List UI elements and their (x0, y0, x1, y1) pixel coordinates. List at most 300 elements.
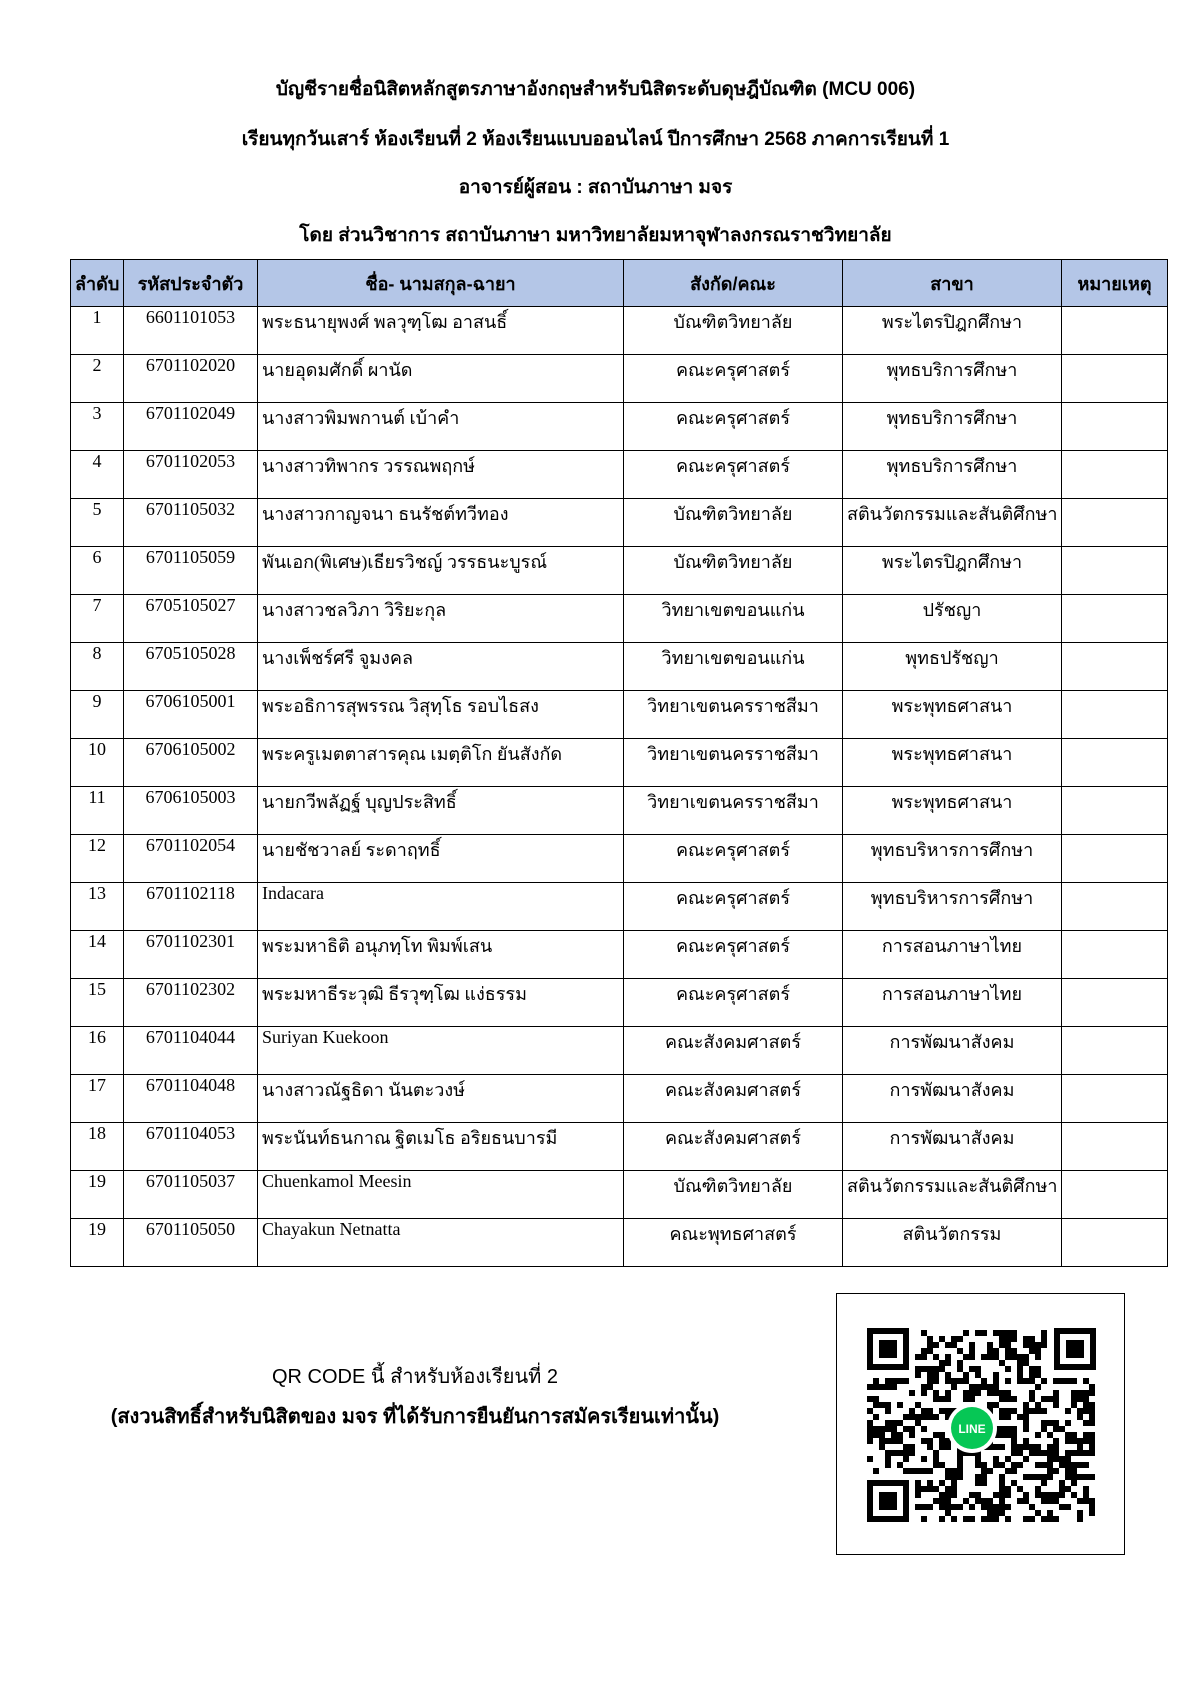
qr-module (933, 1486, 939, 1492)
faculty: คณะสังคมศาสตร์ (624, 1123, 843, 1171)
qr-module (1029, 1516, 1035, 1522)
qr-module (921, 1390, 927, 1396)
qr-module (1029, 1396, 1035, 1402)
qr-module (1029, 1444, 1035, 1450)
qr-module (1005, 1432, 1011, 1438)
faculty: วิทยาเขตขอนแก่น (624, 643, 843, 691)
qr-module (873, 1426, 879, 1432)
qr-module (1059, 1378, 1065, 1384)
qr-module (921, 1354, 927, 1360)
qr-module (867, 1396, 873, 1402)
class-schedule: เรียนทุกวันเสาร์ ห้องเรียนที่ 2 ห้องเรียนแบบออนไลน์ ปีการศึกษา 2568 ภาคการเรียนที่ 1 (241, 129, 950, 150)
faculty: วิทยาเขตนครราชสีมา (624, 691, 843, 739)
major: การสอนภาษาไทย (843, 979, 1062, 1027)
qr-module (1047, 1456, 1053, 1462)
qr-module (885, 1426, 891, 1432)
table-row (71, 1219, 1168, 1267)
major: พุทธบริหารการศึกษา (843, 835, 1062, 883)
qr-module (1041, 1330, 1047, 1336)
qr-module (963, 1498, 969, 1504)
qr-module (999, 1414, 1005, 1420)
qr-module (963, 1396, 969, 1402)
faculty: คณะพุทธศาสตร์ (624, 1219, 843, 1267)
qr-module (1005, 1336, 1011, 1342)
qr-module (885, 1378, 891, 1384)
qr-module (1005, 1504, 1011, 1510)
qr-module (993, 1444, 999, 1450)
qr-module (1047, 1468, 1053, 1474)
qr-module (1071, 1480, 1077, 1486)
qr-module (945, 1378, 951, 1384)
note (1062, 355, 1168, 403)
row-number: 19 (71, 1171, 124, 1219)
qr-module (1077, 1438, 1083, 1444)
qr-module (1047, 1498, 1053, 1504)
major: พุทธบริหารการศึกษา (843, 883, 1062, 931)
qr-module (1053, 1450, 1059, 1456)
qr-module (1035, 1450, 1041, 1456)
qr-module (909, 1444, 915, 1450)
student-name: พระมหาธีระวุฒิ ธีรวุฑฺโฒ แง่ธรรม (258, 979, 624, 1027)
document-title: บัญชีรายชื่อนิสิตหลักสูตรภาษาอังกฤษสำหรับนิสิตระดับดุษฎีบัณฑิต (MCU 006) (275, 79, 916, 100)
qr-module (1017, 1360, 1023, 1366)
qr-module (1029, 1372, 1035, 1378)
qr-module (903, 1450, 909, 1456)
qr-module (915, 1486, 921, 1492)
qr-module (1083, 1408, 1089, 1414)
qr-module (927, 1504, 933, 1510)
qr-module (879, 1426, 885, 1432)
qr-module (891, 1432, 897, 1438)
table-row (71, 1123, 1168, 1171)
qr-module (1047, 1396, 1053, 1402)
row-number: 1 (71, 307, 124, 355)
qr-module (945, 1342, 951, 1348)
qr-module (981, 1498, 987, 1504)
qr-module (951, 1486, 957, 1492)
qr-module (885, 1384, 891, 1390)
qr-module (981, 1480, 987, 1486)
qr-module (1047, 1420, 1053, 1426)
qr-module (915, 1354, 921, 1360)
qr-module (1017, 1450, 1023, 1456)
qr-module (939, 1366, 945, 1372)
qr-module (963, 1330, 969, 1336)
qr-module (981, 1504, 987, 1510)
qr-module (1083, 1378, 1089, 1384)
faculty: คณะครุศาสตร์ (624, 979, 843, 1027)
qr-module (987, 1504, 993, 1510)
qr-module (945, 1498, 951, 1504)
qr-module (867, 1420, 873, 1426)
qr-module (1041, 1462, 1047, 1468)
qr-module (1029, 1342, 1035, 1348)
qr-module (903, 1426, 909, 1432)
faculty: คณะครุศาสตร์ (624, 835, 843, 883)
qr-module (969, 1504, 975, 1510)
qr-module (1011, 1408, 1017, 1414)
qr-module (993, 1462, 999, 1468)
qr-module (1005, 1408, 1011, 1414)
table-row (71, 355, 1168, 403)
qr-module (873, 1414, 879, 1420)
table-row (71, 979, 1168, 1027)
qr-module (1047, 1450, 1053, 1456)
qr-module (1077, 1498, 1083, 1504)
qr-module (921, 1330, 927, 1336)
note (1062, 403, 1168, 451)
major: พระพุทธศาสนา (843, 691, 1062, 739)
qr-module (885, 1402, 891, 1408)
qr-module (945, 1372, 951, 1378)
line-logo-text: LINE (958, 1422, 986, 1436)
qr-module (1011, 1450, 1017, 1456)
qr-restriction-note: (สงวนสิทธิ์สำหรับนิสิตของ มจร ที่ได้รับการยืนยันการสมัครเรียนเท่านั้น) (110, 1406, 720, 1428)
qr-module (1071, 1462, 1077, 1468)
qr-module (999, 1510, 1005, 1516)
major: การพัฒนาสังคม (843, 1027, 1062, 1075)
row-number: 13 (71, 883, 124, 931)
qr-module (945, 1408, 951, 1414)
qr-module (1035, 1342, 1041, 1348)
qr-module (921, 1456, 927, 1462)
qr-module (1071, 1432, 1077, 1438)
qr-module (957, 1456, 963, 1462)
qr-module (951, 1384, 957, 1390)
qr-module (999, 1492, 1005, 1498)
faculty: คณะสังคมศาสตร์ (624, 1027, 843, 1075)
qr-module (1005, 1492, 1011, 1498)
qr-module (1029, 1408, 1035, 1414)
qr-module (1017, 1444, 1023, 1450)
table-row (71, 691, 1168, 739)
qr-module (1065, 1468, 1071, 1474)
qr-module (921, 1414, 927, 1420)
qr-finder-top-left (867, 1328, 909, 1370)
qr-module (1077, 1516, 1083, 1522)
qr-module (957, 1348, 963, 1354)
qr-module (1047, 1444, 1053, 1450)
qr-module (909, 1414, 915, 1420)
row-number: 16 (71, 1027, 124, 1075)
qr-module (927, 1384, 933, 1390)
qr-module (915, 1468, 921, 1474)
qr-module (927, 1348, 933, 1354)
qr-module (903, 1456, 909, 1462)
qr-module (987, 1402, 993, 1408)
row-number: 5 (71, 499, 124, 547)
qr-module (1065, 1474, 1071, 1480)
qr-module (1089, 1504, 1095, 1510)
qr-module (1071, 1468, 1077, 1474)
qr-module (1011, 1468, 1017, 1474)
qr-module (927, 1408, 933, 1414)
qr-module (1053, 1468, 1059, 1474)
qr-module (1089, 1444, 1095, 1450)
qr-module (1047, 1432, 1053, 1438)
qr-module (981, 1474, 987, 1480)
qr-module (1023, 1402, 1029, 1408)
column-header-student-id: รหัสประจำตัว (124, 260, 258, 307)
table-row (71, 1075, 1168, 1123)
qr-module (1011, 1426, 1017, 1432)
table-row (71, 547, 1168, 595)
qr-module (921, 1366, 927, 1372)
qr-module (1011, 1330, 1017, 1336)
qr-module (927, 1444, 933, 1450)
qr-module (945, 1504, 951, 1510)
qr-code[interactable] (867, 1328, 1096, 1522)
qr-module (1017, 1354, 1023, 1360)
qr-module (1071, 1438, 1077, 1444)
qr-module (1077, 1474, 1083, 1480)
qr-module (915, 1414, 921, 1420)
qr-module (1059, 1486, 1065, 1492)
qr-module (921, 1516, 927, 1522)
qr-module (1005, 1342, 1011, 1348)
qr-module (1071, 1450, 1077, 1456)
qr-module (1053, 1396, 1059, 1402)
qr-module (957, 1504, 963, 1510)
qr-module (879, 1402, 885, 1408)
qr-module (999, 1342, 1005, 1348)
qr-module (1059, 1426, 1065, 1432)
qr-module (885, 1438, 891, 1444)
qr-module (915, 1372, 921, 1378)
qr-module (933, 1498, 939, 1504)
qr-module (1059, 1462, 1065, 1468)
qr-module (1011, 1348, 1017, 1354)
qr-module (1005, 1390, 1011, 1396)
qr-module (951, 1480, 957, 1486)
student-name: นางสาวพิมพกานต์ เบ้าคำ (258, 403, 624, 451)
major: พุทธปรัชญา (843, 643, 1062, 691)
qr-module (933, 1456, 939, 1462)
faculty: คณะครุศาสตร์ (624, 403, 843, 451)
table-row (71, 835, 1168, 883)
qr-module (1023, 1408, 1029, 1414)
student-id: 6701105032 (124, 499, 258, 547)
row-number: 17 (71, 1075, 124, 1123)
row-number: 11 (71, 787, 124, 835)
qr-module (957, 1462, 963, 1468)
major: ปรัชญา (843, 595, 1062, 643)
qr-module (873, 1384, 879, 1390)
qr-module (1047, 1492, 1053, 1498)
qr-module (999, 1408, 1005, 1414)
qr-module (933, 1372, 939, 1378)
qr-module (927, 1336, 933, 1342)
row-number: 3 (71, 403, 124, 451)
qr-module (939, 1492, 945, 1498)
qr-module (1065, 1420, 1071, 1426)
qr-module (1035, 1432, 1041, 1438)
qr-module (993, 1504, 999, 1510)
qr-module (1035, 1348, 1041, 1354)
major: พุทธบริการศึกษา (843, 403, 1062, 451)
student-name: พระอธิการสุพรรณ วิสุทฺโธ รอบไธสง (258, 691, 624, 739)
column-header-name: ชื่อ- นามสกุล-ฉายา (258, 260, 624, 307)
column-header-note: หมายเหตุ (1062, 260, 1168, 307)
qr-module (1089, 1414, 1095, 1420)
student-id: 6701102118 (124, 883, 258, 931)
qr-module (1029, 1504, 1035, 1510)
table-row (71, 307, 1168, 355)
qr-finder-top-right (1054, 1328, 1096, 1370)
qr-module (867, 1426, 873, 1432)
qr-module (1029, 1348, 1035, 1354)
qr-module (915, 1480, 921, 1486)
qr-module (951, 1342, 957, 1348)
qr-module (915, 1492, 921, 1498)
qr-module (1035, 1486, 1041, 1492)
qr-module (999, 1498, 1005, 1504)
qr-module (945, 1486, 951, 1492)
qr-module (993, 1456, 999, 1462)
qr-module (915, 1402, 921, 1408)
student-name: Chuenkamol Meesin (258, 1171, 624, 1219)
qr-module (897, 1420, 903, 1426)
qr-module (873, 1432, 879, 1438)
qr-module (1035, 1474, 1041, 1480)
qr-module (1083, 1396, 1089, 1402)
qr-module (1071, 1396, 1077, 1402)
qr-module (987, 1468, 993, 1474)
qr-module (1005, 1378, 1011, 1384)
major: พระพุทธศาสนา (843, 787, 1062, 835)
qr-module (1005, 1516, 1011, 1522)
note (1062, 643, 1168, 691)
table-row (71, 499, 1168, 547)
qr-module (969, 1492, 975, 1498)
qr-module (1005, 1414, 1011, 1420)
student-id: 6701105059 (124, 547, 258, 595)
qr-module (909, 1432, 915, 1438)
qr-module (993, 1348, 999, 1354)
qr-module (957, 1474, 963, 1480)
qr-module (999, 1504, 1005, 1510)
qr-module (1053, 1516, 1059, 1522)
qr-module (1089, 1384, 1095, 1390)
student-roster-table (70, 259, 1168, 1267)
qr-module (1077, 1462, 1083, 1468)
qr-module (903, 1378, 909, 1384)
qr-module (1041, 1336, 1047, 1342)
qr-module (897, 1450, 903, 1456)
note (1062, 979, 1168, 1027)
student-name: พระมหาธิติ อนุภทฺโท พิมพ์เสน (258, 931, 624, 979)
student-name: นางสาวชลวิภา วิริยะกุล (258, 595, 624, 643)
qr-module (1011, 1336, 1017, 1342)
note (1062, 451, 1168, 499)
note (1062, 595, 1168, 643)
qr-module (1065, 1486, 1071, 1492)
qr-code-frame (836, 1293, 1125, 1555)
row-number: 10 (71, 739, 124, 787)
qr-module (951, 1336, 957, 1342)
qr-module (1041, 1492, 1047, 1498)
qr-module (957, 1360, 963, 1366)
qr-module (1023, 1474, 1029, 1480)
qr-module (951, 1492, 957, 1498)
qr-module (1023, 1498, 1029, 1504)
qr-module (1023, 1414, 1029, 1420)
qr-module (927, 1342, 933, 1348)
qr-module (993, 1378, 999, 1384)
qr-module (1029, 1378, 1035, 1384)
student-id: 6705105028 (124, 643, 258, 691)
qr-module (1089, 1408, 1095, 1414)
qr-module (1005, 1396, 1011, 1402)
qr-module (1035, 1354, 1041, 1360)
qr-module (981, 1378, 987, 1384)
qr-module (909, 1408, 915, 1414)
qr-module (903, 1414, 909, 1420)
qr-module (933, 1462, 939, 1468)
qr-module (933, 1396, 939, 1402)
qr-module (921, 1504, 927, 1510)
qr-module (1017, 1462, 1023, 1468)
qr-module (1023, 1456, 1029, 1462)
qr-module (927, 1468, 933, 1474)
major: สตินวัตกรรม (843, 1219, 1062, 1267)
qr-module (897, 1378, 903, 1384)
qr-module (891, 1384, 897, 1390)
qr-module (1041, 1378, 1047, 1384)
qr-module (915, 1504, 921, 1510)
qr-module (1083, 1438, 1089, 1444)
row-number: 9 (71, 691, 124, 739)
student-id: 6701102020 (124, 355, 258, 403)
qr-module (939, 1504, 945, 1510)
qr-module (903, 1468, 909, 1474)
student-id: 6701102054 (124, 835, 258, 883)
student-name: นางสาวกาญจนา ธนรัชต์ทวีทอง (258, 499, 624, 547)
qr-module (1059, 1480, 1065, 1486)
qr-module (969, 1396, 975, 1402)
qr-module (933, 1390, 939, 1396)
major: พุทธบริการศึกษา (843, 355, 1062, 403)
qr-module (981, 1516, 987, 1522)
qr-module (975, 1480, 981, 1486)
faculty: คณะครุศาสตร์ (624, 931, 843, 979)
qr-module (1023, 1342, 1029, 1348)
qr-module (1005, 1348, 1011, 1354)
qr-module (1029, 1450, 1035, 1456)
qr-module (939, 1432, 945, 1438)
row-number: 8 (71, 643, 124, 691)
qr-module (927, 1366, 933, 1372)
roster-body (71, 307, 1168, 1267)
qr-module (1077, 1408, 1083, 1414)
qr-module (951, 1516, 957, 1522)
student-name: นางสาวทิพากร วรรณพฤกษ์ (258, 451, 624, 499)
qr-module (1083, 1450, 1089, 1456)
note (1062, 1219, 1168, 1267)
qr-module (873, 1378, 879, 1384)
qr-module (921, 1438, 927, 1444)
qr-module (999, 1486, 1005, 1492)
qr-module (1083, 1432, 1089, 1438)
qr-module (999, 1336, 1005, 1342)
qr-module (969, 1348, 975, 1354)
qr-module (1005, 1366, 1011, 1372)
qr-module (1053, 1426, 1059, 1432)
qr-module (927, 1378, 933, 1384)
qr-module (945, 1510, 951, 1516)
student-name: นางสาวณัฐธิดา นันตะวงษ์ (258, 1075, 624, 1123)
qr-module (963, 1354, 969, 1360)
